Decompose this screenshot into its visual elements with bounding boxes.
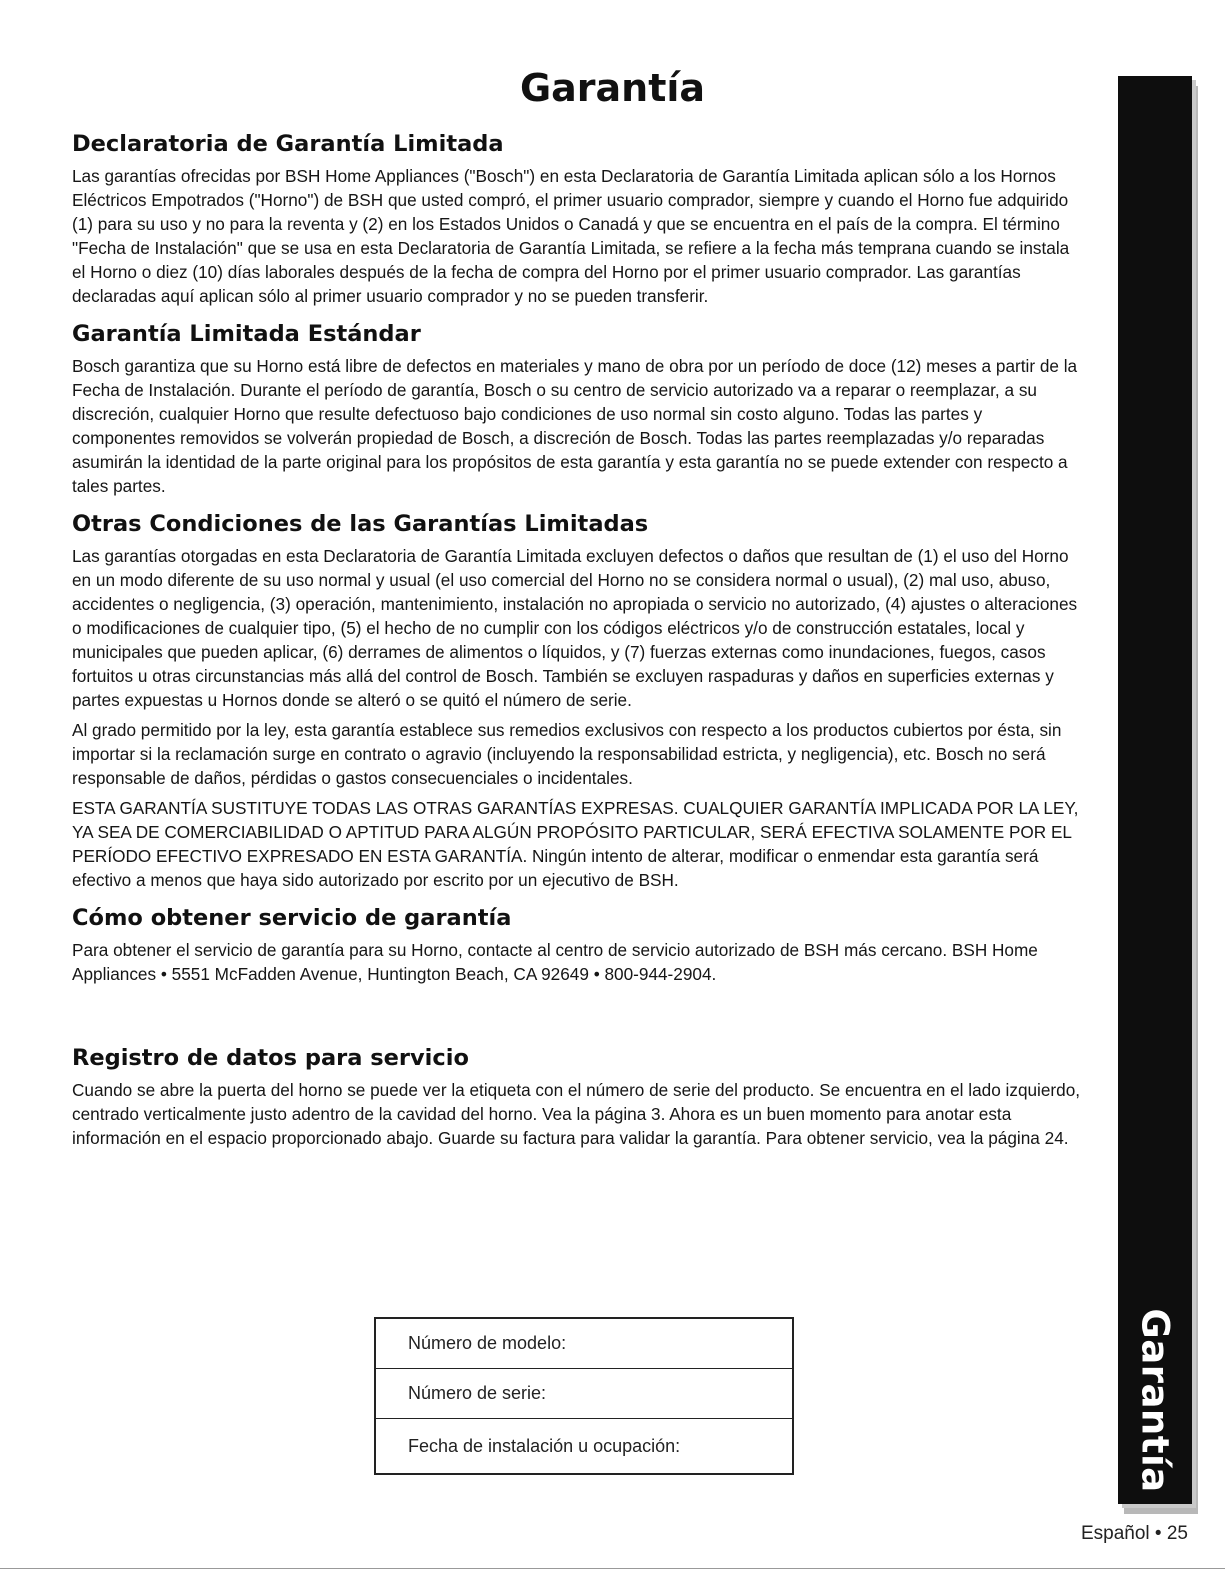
page-footer: Español • 25 (1080, 1523, 1188, 1544)
side-section-tab (1118, 76, 1192, 1504)
install-date-label: Fecha de instalación u ocupación: (408, 1435, 681, 1456)
serial-number-field[interactable] (376, 1369, 792, 1419)
section-heading: Declaratoria de Garantía Limitada (72, 131, 504, 157)
serial-number-label: Número de serie: (408, 1383, 547, 1403)
section-heading: Garantía Limitada Estándar (72, 321, 421, 347)
section-paragraph: Bosch garantiza que su Horno está libre de defectos en materiales y mano de obra por un período de doce (12) meses a partir de la Fecha de Instalación. Durante el período de garantía, Bosch o su centro de servicio autorizado va a reparar o reemplazar, a su discreción, cualquier Horno que resulte defectuoso bajo condiciones de uso normal sin costo alguno. Todas las partes y componentes removidos se volverán propiedad de Bosch, a discreción de Bosch. Todas las partes reemplazadas y/o reparadas asumirán la identidad de la parte original para los propósitos de esta garantía y esta garantía no se puede extender con respecto a tales partes. (72, 356, 1078, 496)
section-paragraph: Al grado permitido por la ley, esta garantía establece sus remedios exclusivos con respecto a los productos cubiertos por ésta, sin importar si la reclamación surge en contrato o agravio (incluyendo la responsabilidad estricta, y negligencia), etc. Bosch no será responsable de daños, pérdidas o gastos consecuenciales o incidentales. (72, 720, 1062, 788)
section-paragraph: ESTA GARANTÍA SUSTITUYE TODAS LAS OTRAS GARANTÍAS EXPRESAS. CUALQUIER GARANTÍA IMPLICADA POR LA LEY, YA SEA DE COMERCIABILIDAD O APTITUD PARA ALGÚN PROPÓSITO PARTICULAR, SERÁ EFECTIVA SOLAMENTE POR EL PERÍODO EFECTIVO EXPRESADO EN ESTA GARANTÍA. Ningún intento de alterar, modificar o enmendar esta garantía será efectivo a menos que haya sido autorizado por escrito por un ejecutivo de BSH. (72, 798, 1079, 890)
section-otras-condiciones (72, 508, 1082, 892)
install-date-field[interactable] (376, 1419, 792, 1473)
section-paragraph: Las garantías otorgadas en esta Declaratoria de Garantía Limitada excluyen defectos o daños que resultan de (1) el uso del Horno en un modo diferente de su uso normal y usual (el uso comercial del Horno no se considera normal o usual), (2) mal uso, abuso, accidentes o negligencia, (3) operación, mantenimiento, instalación no apropiada o servicio no autorizado, (4) ajustes o alteraciones o modificaciones de cualquier tipo, (5) el hecho de no cumplir con los códigos eléctricos y/o de construcción estatales, local y municipales que pueden aplicar, (6) derrames de alimentos o líquidos, y (7) fuerzas externas como inundaciones, fuegos, casos fortuitos u otras circunstancias más allá del control de Bosch. También se excluyen raspaduras y daños en superficies externas y partes expuestas u Hornos donde se alteró o se quitó el número de serie. (72, 546, 1078, 710)
side-tab-label (1118, 1300, 1192, 1500)
section-obtener-servicio (72, 902, 1082, 986)
model-number-field[interactable] (376, 1319, 792, 1369)
section-declaratoria (72, 128, 1082, 308)
section-paragraph: Cuando se abre la puerta del horno se puede ver la etiqueta con el número de serie del producto. Se encuentra en el lado izquierdo, centrado verticalmente justo adentro de la cavidad del horno. Vea la página 3. Ahora es un buen momento para anotar esta información en el espacio proporcionado abajo. Guarde su factura para validar la garantía. Para obtener servicio, vea la página 24. (72, 1080, 1081, 1148)
section-heading: Otras Condiciones de las Garantías Limitadas (72, 511, 649, 537)
service-record-form (374, 1317, 794, 1475)
section-heading: Cómo obtener servicio de garantía (72, 905, 512, 931)
bottom-divider (0, 1568, 1225, 1569)
model-number-label: Número de modelo: (408, 1333, 567, 1353)
section-paragraph: Para obtener el servicio de garantía para su Horno, contacte al centro de servicio autorizado de BSH más cercano. BSH Home Appliances • 5551 McFadden Avenue, Huntington Beach, CA 92649 • 800-944-2904. (72, 940, 1038, 984)
section-garantia-estandar (72, 318, 1082, 498)
section-paragraph: Las garantías ofrecidas por BSH Home Appliances ("Bosch") en esta Declaratoria de Garantía Limitada aplican sólo a los Hornos Eléctricos Empotrados ("Horno") de BSH que usted compró, el primer usuario comprador, siempre y cuando el Horno fue adquirido (1) para su uso y no para la reventa y (2) en los Estados Unidos o Canadá y que se encuentra en el país de la compra. El término "Fecha de Instalación" que se usa en esta Declaratoria de Garantía Limitada, se refiere a la fecha más temprana cuando se instala el Horno o diez (10) días laborales después de la fecha de compra del Horno por el primer usuario comprador. Las garantías declaradas aquí aplican sólo al primer usuario comprador y no se pueden transferir. (72, 166, 1070, 306)
side-tab-text: Garantía (1133, 1307, 1177, 1493)
document-body (72, 128, 1082, 1160)
page-title: Garantía (519, 66, 706, 110)
section-heading: Registro de datos para servicio (72, 1045, 469, 1071)
section-registro-datos (72, 1042, 1082, 1150)
